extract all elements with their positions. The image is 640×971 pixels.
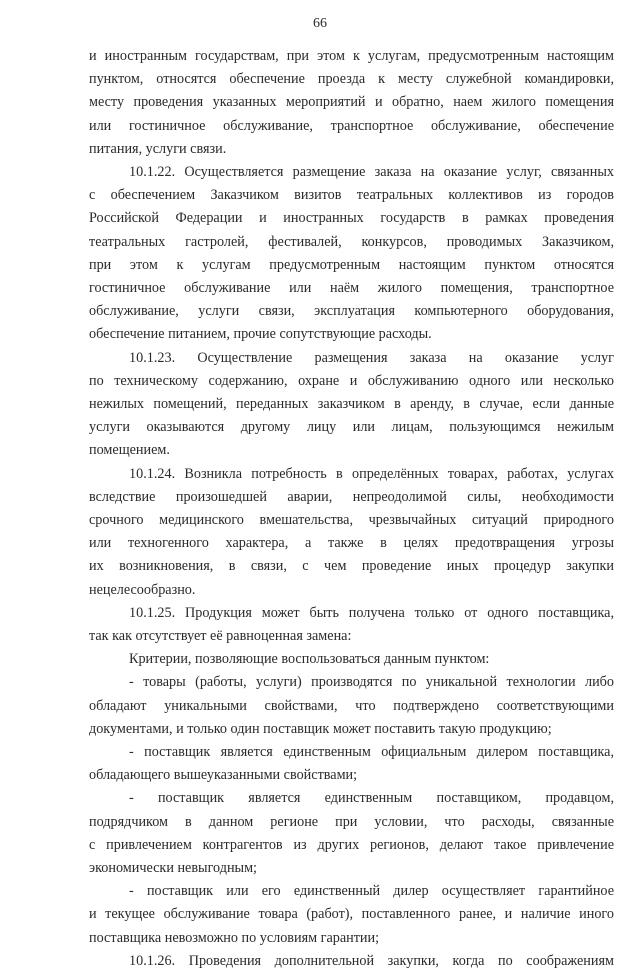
text-line: театральных гастролей, фестивалей, конкурсов, проводимых Заказчиком, bbox=[89, 233, 614, 250]
text-line: срочного медицинского вмешательства, чрезвычайных ситуаций природного bbox=[89, 512, 614, 528]
text-line: нецелесообразно. bbox=[89, 581, 196, 598]
text-line: 10.1.25. Продукция может быть получена только от одного поставщика, bbox=[129, 604, 614, 621]
text-line: экономически невыгодным; bbox=[89, 860, 257, 876]
text-line: с обеспечением Заказчиком визитов театральных коллективов из городов bbox=[89, 187, 614, 204]
text-line: услуги оказываются другому лицу или лицам, пользующимся нежилым bbox=[89, 419, 614, 436]
text-line: 10.1.22. Осуществляется размещение заказа на оказание услуг, связанных bbox=[129, 164, 614, 180]
text-line: Российской Федерации и иностранных государств в рамках проведения bbox=[89, 210, 614, 227]
text-line: обслуживание, услуги связи, эксплуатация компьютерного оборудования, bbox=[89, 303, 614, 320]
text-line: и текущее обслуживание товара (работ), поставленного ранее, и наличие иного bbox=[89, 906, 614, 923]
text-line: или техногенного характера, а также в целях предотвращения угрозы bbox=[89, 535, 614, 552]
text-line: вследствие произошедшей аварии, непреодолимой силы, необходимости bbox=[89, 488, 614, 505]
text-line: 10.1.23. Осуществление размещения заказа на оказание услуг bbox=[129, 349, 614, 366]
text-line: Критерии, позволяющие воспользоваться данным пунктом: bbox=[129, 651, 490, 668]
text-line: при этом к услугам предусмотренным настоящим пунктом относятся bbox=[89, 256, 614, 273]
text-line: пунктом, относятся обеспечение проезда к месту служебной командировки, bbox=[89, 71, 614, 88]
text-line: 10.1.24. Возникла потребность в определённых товарах, работах, услугах bbox=[129, 465, 614, 482]
text-line: и иностранным государствам, при этом к услугам, предусмотренным настоящим bbox=[89, 48, 614, 64]
text-line: - поставщик или его единственный дилер осуществляет гарантийное bbox=[129, 883, 614, 900]
text-line: документами, и только один поставщик может поставить такую продукцию; bbox=[89, 720, 552, 737]
text-line: - поставщик является единственным официальным дилером поставщика, bbox=[129, 744, 614, 760]
text-line: нежилых помещений, переданных заказчиком в аренду, в случае, если данные bbox=[89, 396, 614, 412]
text-line: обеспечение питанием, прочие сопутствующие расходы. bbox=[89, 326, 432, 343]
text-line: поставщика невозможно по условиям гарантии; bbox=[89, 929, 380, 946]
text-line: питания, услуги связи. bbox=[89, 140, 227, 157]
text-line: помещением. bbox=[89, 442, 170, 459]
text-line: или гостиничное обслуживание, транспортное обслуживание, обеспечение bbox=[89, 117, 614, 134]
text-line: так как отсутствует её равноценная замена: bbox=[89, 628, 352, 644]
text-line: их возникновения, в связи, с чем проведение иных процедур закупки bbox=[89, 558, 614, 575]
page-number: 66 bbox=[313, 16, 327, 31]
text-line: - товары (работы, услуги) производятся по уникальной технологии либо bbox=[129, 674, 614, 691]
text-line: месту проведения указанных мероприятий и обратно, наем жилого помещения bbox=[89, 94, 614, 111]
text-line: обладают уникальными свойствами, что подтверждено соответствующими bbox=[89, 697, 614, 714]
text-line: гостиничное обслуживание или наём жилого помещения, транспортное bbox=[89, 280, 614, 296]
text-line: - поставщик является единственным поставщиком, продавцом, bbox=[129, 790, 614, 807]
text-line: обладающего вышеуказанными свойствами; bbox=[89, 767, 358, 784]
text-line: по техническому содержанию, охране и обслуживанию одного или несколько bbox=[89, 372, 614, 389]
text-line: с привлечением контрагентов из других регионов, делают такое привлечение bbox=[89, 836, 614, 853]
text-line: 10.1.26. Проведения дополнительной закупки, когда по соображениям bbox=[129, 952, 614, 969]
text-line: подрядчиком в данном регионе при условии, что расходы, связанные bbox=[89, 813, 614, 830]
